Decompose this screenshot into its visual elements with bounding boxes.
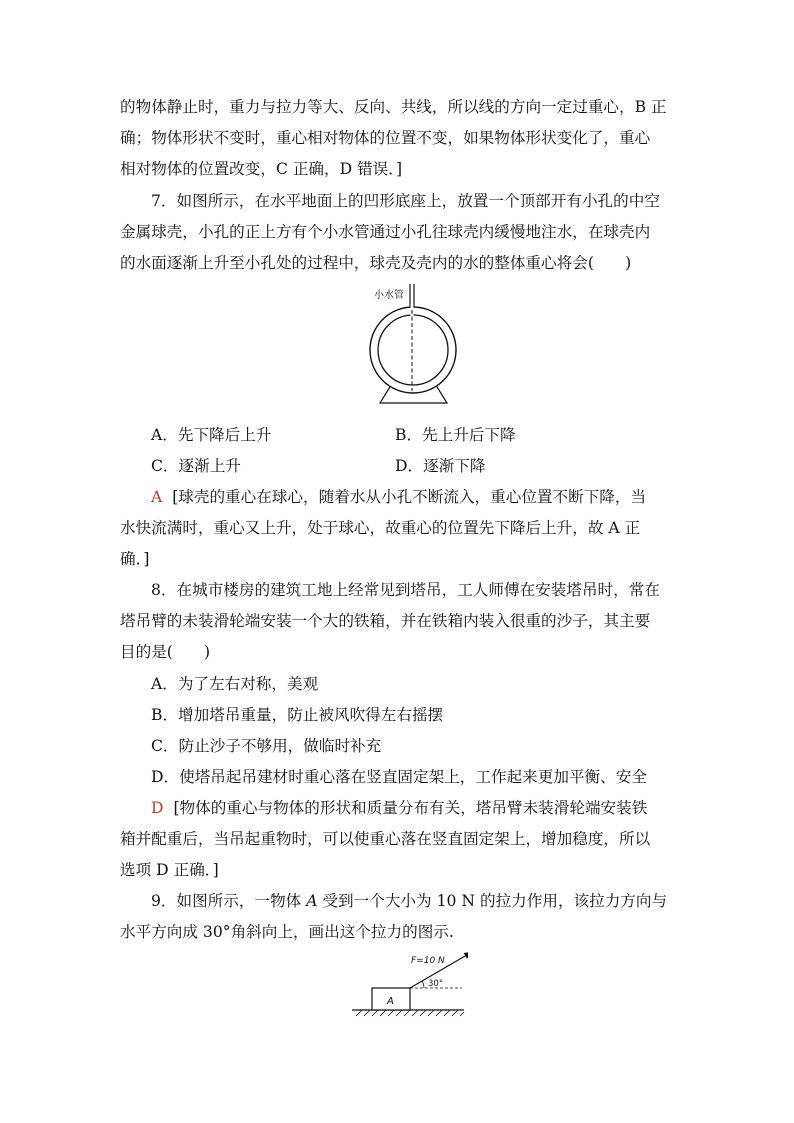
q7-expl-line-3: 确．]: [120, 550, 150, 568]
q9-stem-line-1: 9．如图所示，一物体 A 受到一个大小为 10 N 的拉力作用，该拉力方向与: [151, 892, 668, 910]
q8-answer-letter: D: [151, 799, 164, 817]
q6-expl-line-1: 的物体静止时，重力与拉力等大、反向、共线，所以线的方向一定过重心，B 正: [120, 98, 667, 116]
ground-hatching: [356, 1010, 464, 1016]
q7-expl-line-2: 水快流满时，重心又上升，处于球心，故重心的位置先下降后上升，故 A 正: [120, 519, 641, 537]
angle-label: 30°: [428, 979, 444, 989]
q7-stem-line-2: 金属球壳，小孔的正上方有个小水管通过小孔往球壳内缓慢地注水，在球壳内: [120, 223, 651, 241]
q7-expl-1: [球壳的重心在球心，随着水从小孔不断流入，重心位置不断下降，当: [172, 488, 647, 506]
q8-stem-line-2: 塔吊臂的未装滑轮端安装一个大的铁箱，并在铁箱内装入很重的沙子，其主要: [120, 612, 651, 630]
q8-expl-line-2: 箱并配重后，当吊起重物时，可以使重心落在竖直固定架上，增加稳度，所以: [120, 830, 651, 848]
q8-expl-line-3: 选项 D 正确．]: [120, 861, 219, 879]
q8-stem-line-3: 目的是( ): [120, 643, 211, 661]
q7-answer-letter: A: [151, 488, 163, 506]
q7-stem-line-1: 7．如图所示，在水平地面上的凹形底座上，放置一个顶部开有小孔的中空: [151, 192, 660, 210]
q8-expl-1: [物体的重心与物体的形状和质量分布有关，塔吊臂未装滑轮端安装铁: [173, 799, 648, 817]
water-pipe-label: 小水管: [374, 290, 404, 301]
q8-option-d: D．使塔吊起吊建材时重心落在竖直固定架上，工作起来更加平衡、安全: [151, 768, 647, 786]
q9-stem-line-2: 水平方向成 30°角斜向上，画出这个拉力的图示.: [120, 923, 454, 941]
q8-stem-line-1: 8．在城市楼房的建筑工地上经常见到塔吊，工人师傅在安装塔吊时，常在: [151, 581, 660, 599]
spherical-shell-figure: [360, 282, 470, 407]
force-label: F=10 N: [411, 956, 445, 966]
q7-option-c: C．逐渐上升: [151, 457, 241, 475]
object-a-symbol: A: [306, 892, 318, 910]
angle-arc: [422, 981, 424, 988]
q8-option-c: C．防止沙子不够用，做临时补充: [151, 737, 382, 755]
force-diagram-figure: [348, 948, 468, 1020]
q6-expl-line-3: 相对物体的位置改变，C 正确，D 错误．]: [120, 160, 403, 178]
block-a-label: A: [387, 996, 394, 1007]
q7-option-a: A．先下降后上升: [151, 426, 272, 444]
q8-option-a: A．为了左右对称，美观: [151, 675, 319, 693]
q6-expl-line-2: 确；物体形状不变时，重心相对物体的位置不变，如果物体形状变化了，重心: [120, 129, 651, 147]
q7-option-b: B．先上升后下降: [395, 426, 516, 444]
shell-inner-circle: [378, 315, 448, 385]
q7-answer-line-1: [151, 486, 646, 508]
q7-stem-line-3: 的水面逐渐上升至小孔处的过程中，球壳及壳内的水的整体重心将会( ): [120, 254, 632, 272]
q7-option-d: D．逐渐下降: [395, 457, 486, 475]
q8-answer-line-1: [151, 797, 647, 819]
q8-option-b: B．增加塔吊重量，防止被风吹得左右摇摆: [151, 706, 444, 724]
